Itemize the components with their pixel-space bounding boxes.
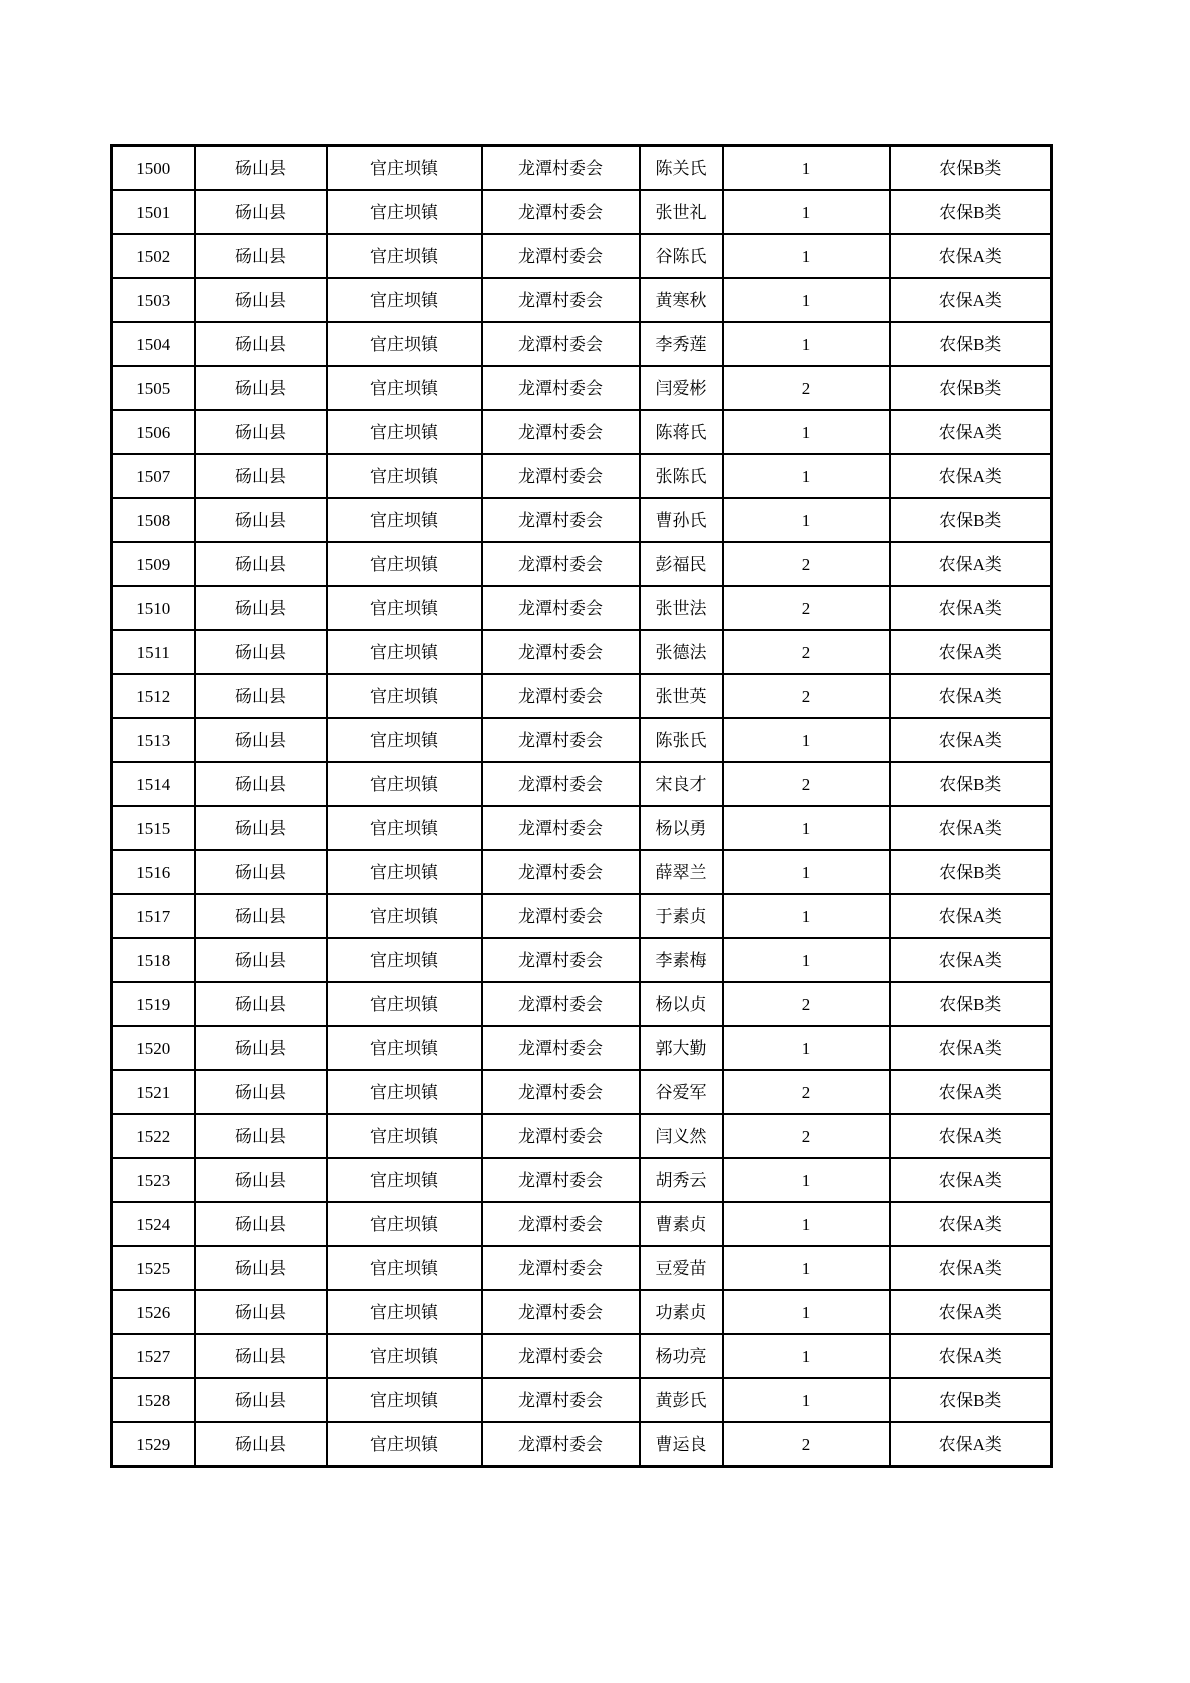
table-cell: 官庄坝镇: [327, 322, 482, 366]
table-cell: 1: [723, 850, 890, 894]
table-cell: 张世法: [640, 586, 723, 630]
table-cell: 杨以贞: [640, 982, 723, 1026]
table-cell: 龙潭村委会: [482, 806, 640, 850]
table-cell: 官庄坝镇: [327, 1158, 482, 1202]
table-cell: 农保A类: [890, 1290, 1052, 1334]
table-row: [112, 938, 1052, 982]
table-cell: 农保A类: [890, 542, 1052, 586]
table-cell: 砀山县: [195, 1378, 327, 1422]
table-row: [112, 806, 1052, 850]
table-cell: 龙潭村委会: [482, 1422, 640, 1467]
table-cell: 农保A类: [890, 894, 1052, 938]
table-cell: 农保A类: [890, 1422, 1052, 1467]
table-cell: 农保A类: [890, 454, 1052, 498]
table-cell: 2: [723, 1070, 890, 1114]
table-cell: 2: [723, 1422, 890, 1467]
table-cell: 1: [723, 190, 890, 234]
table-cell: 陈关氏: [640, 146, 723, 191]
table-cell: 砀山县: [195, 190, 327, 234]
table-cell: 1510: [112, 586, 195, 630]
table-cell: 龙潭村委会: [482, 322, 640, 366]
table-row: [112, 850, 1052, 894]
table-row: [112, 762, 1052, 806]
table-cell: 农保A类: [890, 586, 1052, 630]
table-cell: 官庄坝镇: [327, 1070, 482, 1114]
table-cell: 宋良才: [640, 762, 723, 806]
table-cell: 官庄坝镇: [327, 894, 482, 938]
table-cell: 官庄坝镇: [327, 146, 482, 191]
table-cell: 龙潭村委会: [482, 278, 640, 322]
table-cell: 官庄坝镇: [327, 806, 482, 850]
table-row: [112, 190, 1052, 234]
table-row: [112, 1422, 1052, 1467]
table-cell: 1520: [112, 1026, 195, 1070]
table-cell: 2: [723, 586, 890, 630]
table-cell: 砀山县: [195, 718, 327, 762]
table-row: [112, 146, 1052, 191]
insured-table-body: [112, 146, 1052, 1467]
table-cell: 龙潭村委会: [482, 1026, 640, 1070]
table-cell: 农保A类: [890, 674, 1052, 718]
table-cell: 官庄坝镇: [327, 1290, 482, 1334]
table-cell: 1518: [112, 938, 195, 982]
table-cell: 官庄坝镇: [327, 850, 482, 894]
table-cell: 官庄坝镇: [327, 234, 482, 278]
table-cell: 官庄坝镇: [327, 982, 482, 1026]
table-cell: 砀山县: [195, 1202, 327, 1246]
table-cell: 龙潭村委会: [482, 850, 640, 894]
table-row: [112, 366, 1052, 410]
table-cell: 龙潭村委会: [482, 630, 640, 674]
table-cell: 黄彭氏: [640, 1378, 723, 1422]
table-cell: 黄寒秋: [640, 278, 723, 322]
table-cell: 官庄坝镇: [327, 1246, 482, 1290]
table-cell: 官庄坝镇: [327, 278, 482, 322]
table-row: [112, 1334, 1052, 1378]
table-cell: 1: [723, 1202, 890, 1246]
table-cell: 农保A类: [890, 1114, 1052, 1158]
table-cell: 1527: [112, 1334, 195, 1378]
table-cell: 1509: [112, 542, 195, 586]
table-cell: 张世英: [640, 674, 723, 718]
table-cell: 1513: [112, 718, 195, 762]
table-cell: 农保B类: [890, 1378, 1052, 1422]
table-cell: 2: [723, 982, 890, 1026]
table-cell: 李素梅: [640, 938, 723, 982]
table-cell: 1508: [112, 498, 195, 542]
table-cell: 1529: [112, 1422, 195, 1467]
table-cell: 曹运良: [640, 1422, 723, 1467]
table-cell: 1507: [112, 454, 195, 498]
table-cell: 2: [723, 542, 890, 586]
table-row: [112, 1246, 1052, 1290]
table-cell: 1: [723, 498, 890, 542]
table-row: [112, 542, 1052, 586]
table-cell: 砀山县: [195, 1070, 327, 1114]
table-cell: 官庄坝镇: [327, 1378, 482, 1422]
table-cell: 1521: [112, 1070, 195, 1114]
table-cell: 龙潭村委会: [482, 1114, 640, 1158]
table-cell: 砀山县: [195, 410, 327, 454]
insured-persons-table: [110, 144, 1053, 1468]
table-cell: 官庄坝镇: [327, 1202, 482, 1246]
table-cell: 农保B类: [890, 146, 1052, 191]
table-cell: 砀山县: [195, 1026, 327, 1070]
table-cell: 官庄坝镇: [327, 1422, 482, 1467]
table-cell: 农保A类: [890, 938, 1052, 982]
table-cell: 砀山县: [195, 850, 327, 894]
table-cell: 于素贞: [640, 894, 723, 938]
table-row: [112, 1378, 1052, 1422]
table-cell: 龙潭村委会: [482, 1202, 640, 1246]
table-cell: 农保A类: [890, 234, 1052, 278]
table-cell: 砀山县: [195, 982, 327, 1026]
table-cell: 官庄坝镇: [327, 542, 482, 586]
table-cell: 砀山县: [195, 1114, 327, 1158]
table-cell: 1503: [112, 278, 195, 322]
table-cell: 砀山县: [195, 498, 327, 542]
table-cell: 1512: [112, 674, 195, 718]
table-cell: 1: [723, 1026, 890, 1070]
table-cell: 龙潭村委会: [482, 674, 640, 718]
table-cell: 杨以勇: [640, 806, 723, 850]
table-row: [112, 630, 1052, 674]
table-cell: 龙潭村委会: [482, 146, 640, 191]
table-cell: 谷爱军: [640, 1070, 723, 1114]
table-cell: 1: [723, 234, 890, 278]
table-cell: 农保B类: [890, 322, 1052, 366]
table-cell: 陈蒋氏: [640, 410, 723, 454]
table-cell: 官庄坝镇: [327, 586, 482, 630]
table-cell: 龙潭村委会: [482, 1378, 640, 1422]
table-cell: 张世礼: [640, 190, 723, 234]
table-cell: 1: [723, 454, 890, 498]
table-cell: 砀山县: [195, 938, 327, 982]
table-cell: 农保A类: [890, 410, 1052, 454]
table-cell: 张陈氏: [640, 454, 723, 498]
table-cell: 龙潭村委会: [482, 542, 640, 586]
table-cell: 龙潭村委会: [482, 1158, 640, 1202]
table-cell: 1500: [112, 146, 195, 191]
table-row: [112, 586, 1052, 630]
table-cell: 胡秀云: [640, 1158, 723, 1202]
table-cell: 农保B类: [890, 190, 1052, 234]
table-cell: 1523: [112, 1158, 195, 1202]
table-cell: 砀山县: [195, 674, 327, 718]
table-row: [112, 1114, 1052, 1158]
table-cell: 砀山县: [195, 454, 327, 498]
table-cell: 1514: [112, 762, 195, 806]
table-row: [112, 718, 1052, 762]
table-row: [112, 454, 1052, 498]
table-cell: 砀山县: [195, 278, 327, 322]
table-cell: 农保A类: [890, 630, 1052, 674]
table-cell: 1515: [112, 806, 195, 850]
table-cell: 1522: [112, 1114, 195, 1158]
table-row: [112, 1290, 1052, 1334]
table-cell: 1504: [112, 322, 195, 366]
table-cell: 龙潭村委会: [482, 1246, 640, 1290]
table-cell: 龙潭村委会: [482, 366, 640, 410]
table-cell: 官庄坝镇: [327, 762, 482, 806]
table-cell: 农保A类: [890, 806, 1052, 850]
table-cell: 砀山县: [195, 894, 327, 938]
table-cell: 官庄坝镇: [327, 410, 482, 454]
table-row: [112, 1026, 1052, 1070]
table-cell: 官庄坝镇: [327, 630, 482, 674]
table-cell: 砀山县: [195, 542, 327, 586]
table-cell: 1: [723, 1158, 890, 1202]
table-cell: 龙潭村委会: [482, 454, 640, 498]
table-cell: 1502: [112, 234, 195, 278]
table-cell: 1: [723, 806, 890, 850]
table-cell: 2: [723, 674, 890, 718]
table-cell: 农保A类: [890, 1202, 1052, 1246]
table-cell: 砀山县: [195, 146, 327, 191]
table-cell: 砀山县: [195, 806, 327, 850]
table-cell: 龙潭村委会: [482, 718, 640, 762]
table-cell: 2: [723, 762, 890, 806]
table-cell: 官庄坝镇: [327, 674, 482, 718]
table-cell: 1517: [112, 894, 195, 938]
table-row: [112, 498, 1052, 542]
table-cell: 官庄坝镇: [327, 1114, 482, 1158]
table-cell: 砀山县: [195, 1290, 327, 1334]
table-cell: 官庄坝镇: [327, 1334, 482, 1378]
table-cell: 1: [723, 1246, 890, 1290]
table-cell: 1511: [112, 630, 195, 674]
table-cell: 薛翠兰: [640, 850, 723, 894]
table-cell: 龙潭村委会: [482, 762, 640, 806]
table-cell: 1: [723, 1334, 890, 1378]
table-cell: 1: [723, 278, 890, 322]
table-cell: 杨功亮: [640, 1334, 723, 1378]
table-cell: 农保A类: [890, 1070, 1052, 1114]
table-cell: 龙潭村委会: [482, 1334, 640, 1378]
table-cell: 龙潭村委会: [482, 498, 640, 542]
table-cell: 砀山县: [195, 322, 327, 366]
table-cell: 砀山县: [195, 366, 327, 410]
table-cell: 功素贞: [640, 1290, 723, 1334]
table-cell: 砀山县: [195, 1246, 327, 1290]
table-cell: 砀山县: [195, 630, 327, 674]
table-cell: 农保A类: [890, 278, 1052, 322]
table-cell: 农保A类: [890, 1334, 1052, 1378]
table-cell: 农保A类: [890, 1246, 1052, 1290]
table-cell: 1: [723, 146, 890, 191]
table-cell: 1506: [112, 410, 195, 454]
table-cell: 1505: [112, 366, 195, 410]
table-cell: 龙潭村委会: [482, 1290, 640, 1334]
table-cell: 1: [723, 894, 890, 938]
table-cell: 郭大勤: [640, 1026, 723, 1070]
table-cell: 1: [723, 938, 890, 982]
table-cell: 1525: [112, 1246, 195, 1290]
table-cell: 陈张氏: [640, 718, 723, 762]
table-cell: 1: [723, 410, 890, 454]
table-cell: 李秀莲: [640, 322, 723, 366]
table-cell: 砀山县: [195, 1334, 327, 1378]
table-cell: 闫义然: [640, 1114, 723, 1158]
table-cell: 龙潭村委会: [482, 938, 640, 982]
table-cell: 谷陈氏: [640, 234, 723, 278]
table-cell: 2: [723, 1114, 890, 1158]
table-row: [112, 234, 1052, 278]
table-cell: 农保A类: [890, 718, 1052, 762]
table-cell: 1: [723, 1290, 890, 1334]
table-cell: 1: [723, 1378, 890, 1422]
table-cell: 彭福民: [640, 542, 723, 586]
table-cell: 官庄坝镇: [327, 1026, 482, 1070]
table-cell: 2: [723, 366, 890, 410]
table-cell: 官庄坝镇: [327, 718, 482, 762]
table-row: [112, 1158, 1052, 1202]
table-cell: 1: [723, 718, 890, 762]
table-cell: 2: [723, 630, 890, 674]
table-cell: 张德法: [640, 630, 723, 674]
table-cell: 龙潭村委会: [482, 982, 640, 1026]
table-cell: 官庄坝镇: [327, 938, 482, 982]
table-cell: 1516: [112, 850, 195, 894]
table-cell: 砀山县: [195, 234, 327, 278]
table-cell: 砀山县: [195, 1158, 327, 1202]
table-cell: 1: [723, 322, 890, 366]
table-row: [112, 410, 1052, 454]
table-cell: 龙潭村委会: [482, 1070, 640, 1114]
table-cell: 砀山县: [195, 586, 327, 630]
table-cell: 1519: [112, 982, 195, 1026]
table-cell: 曹孙氏: [640, 498, 723, 542]
table-cell: 农保B类: [890, 850, 1052, 894]
table-cell: 龙潭村委会: [482, 190, 640, 234]
table-cell: 官庄坝镇: [327, 190, 482, 234]
table-cell: 农保B类: [890, 498, 1052, 542]
table-cell: 农保A类: [890, 1158, 1052, 1202]
table-row: [112, 1202, 1052, 1246]
table-cell: 豆爱苗: [640, 1246, 723, 1290]
table-cell: 农保B类: [890, 762, 1052, 806]
table-cell: 1526: [112, 1290, 195, 1334]
table-row: [112, 894, 1052, 938]
table-cell: 1501: [112, 190, 195, 234]
table-cell: 农保B类: [890, 366, 1052, 410]
table-cell: 官庄坝镇: [327, 454, 482, 498]
table-cell: 龙潭村委会: [482, 234, 640, 278]
table-row: [112, 278, 1052, 322]
table-cell: 农保B类: [890, 982, 1052, 1026]
table-cell: 龙潭村委会: [482, 586, 640, 630]
table-cell: 曹素贞: [640, 1202, 723, 1246]
table-cell: 1528: [112, 1378, 195, 1422]
table-cell: 砀山县: [195, 1422, 327, 1467]
table-cell: 闫爱彬: [640, 366, 723, 410]
table-cell: 官庄坝镇: [327, 366, 482, 410]
table-cell: 1524: [112, 1202, 195, 1246]
table-cell: 农保A类: [890, 1026, 1052, 1070]
table-row: [112, 982, 1052, 1026]
table-cell: 官庄坝镇: [327, 498, 482, 542]
table-row: [112, 322, 1052, 366]
table-row: [112, 1070, 1052, 1114]
table-cell: 砀山县: [195, 762, 327, 806]
table-row: [112, 674, 1052, 718]
table-cell: 龙潭村委会: [482, 894, 640, 938]
table-cell: 龙潭村委会: [482, 410, 640, 454]
